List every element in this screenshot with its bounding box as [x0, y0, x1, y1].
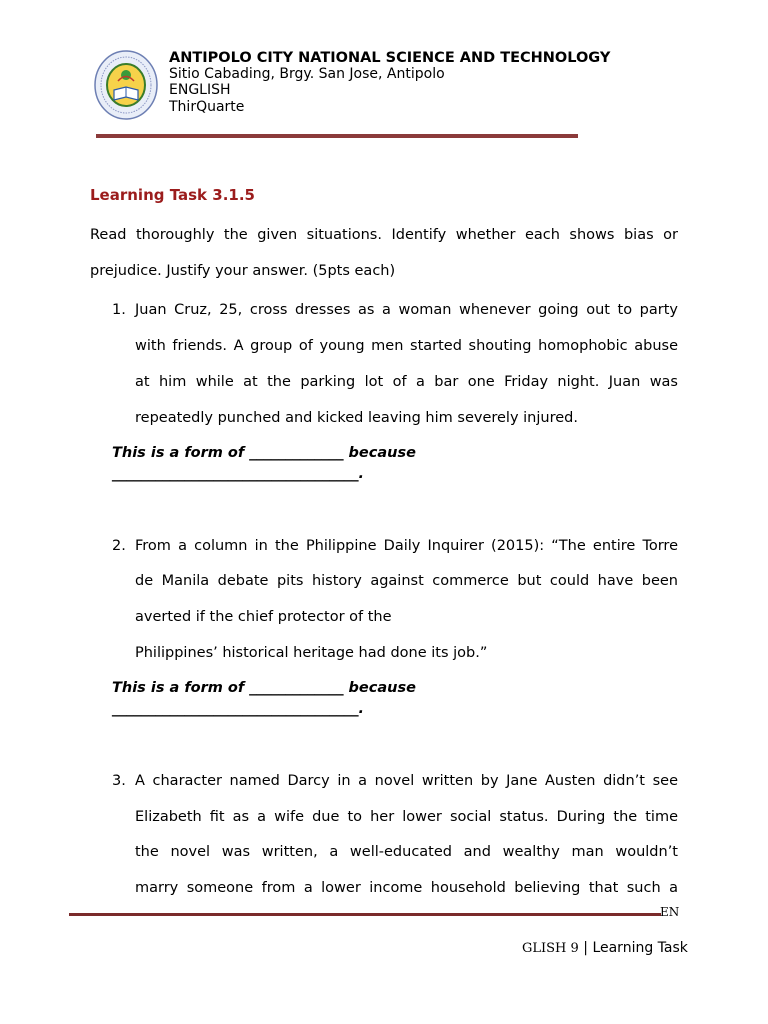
answer-prompt-2: This is a form of _____________ because — [112, 680, 416, 696]
footer-divider — [69, 913, 661, 916]
quarter-label: ThirQuarte — [169, 99, 245, 115]
item-1-line-4: repeatedly punched and kicked leaving him severely injured. — [135, 410, 578, 426]
footer-label — [522, 940, 688, 956]
item-number: 2. — [112, 538, 126, 554]
item-2-line-2: de Manila debate pits history against commerce but could have been — [135, 573, 678, 589]
answer-blank-1: __________________________________. — [112, 466, 365, 482]
item-3-line-4: marry someone from a lower income household believing that such a — [135, 880, 678, 896]
subject-label: ENGLISH — [169, 82, 231, 98]
instructions-line-1: Read thoroughly the given situations. Identify whether each shows bias or — [90, 227, 678, 243]
item-2-line-4: Philippines’ historical heritage had done its job.” — [135, 645, 488, 661]
task-title: Learning Task 3.1.5 — [90, 186, 255, 204]
item-1-line-2: with friends. A group of young men started shouting homophobic abuse — [135, 338, 678, 354]
item-3-line-2: Elizabeth fit as a wife due to her lower social status. During the time — [135, 809, 678, 825]
instructions-line-2: prejudice. Justify your answer. (5pts each) — [90, 263, 396, 279]
item-3-line-3: the novel was written, a well-educated and wealthy man wouldn’t — [135, 844, 678, 860]
header-divider — [96, 134, 578, 138]
item-2-line-3: averted if the chief protector of the — [135, 609, 392, 625]
school-address: Sitio Cabading, Brgy. San Jose, Antipolo — [169, 66, 445, 82]
school-name: ANTIPOLO CITY NATIONAL SCIENCE AND TECHNOLOGY — [169, 50, 611, 66]
item-2-line-1: From a column in the Philippine Daily Inquirer (2015): “The entire Torre — [135, 538, 678, 554]
school-seal-logo — [94, 50, 158, 120]
item-1-line-3: at him while at the parking lot of a bar one Friday night. Juan was — [135, 374, 678, 390]
answer-prompt-1: This is a form of _____________ because — [112, 445, 416, 461]
item-number: 1. — [112, 302, 126, 318]
item-1-line-1: Juan Cruz, 25, cross dresses as a woman whenever going out to party — [135, 302, 678, 318]
footer-subject: GLISH 9 — [522, 941, 579, 956]
item-number: 3. — [112, 773, 126, 789]
footer-separator: | — [578, 940, 593, 956]
footer-task: Learning Task — [592, 940, 688, 956]
item-3-line-1: A character named Darcy in a novel written by Jane Austen didn’t see — [135, 773, 678, 789]
answer-blank-2: __________________________________. — [112, 701, 365, 717]
footer-en: EN — [660, 905, 680, 919]
